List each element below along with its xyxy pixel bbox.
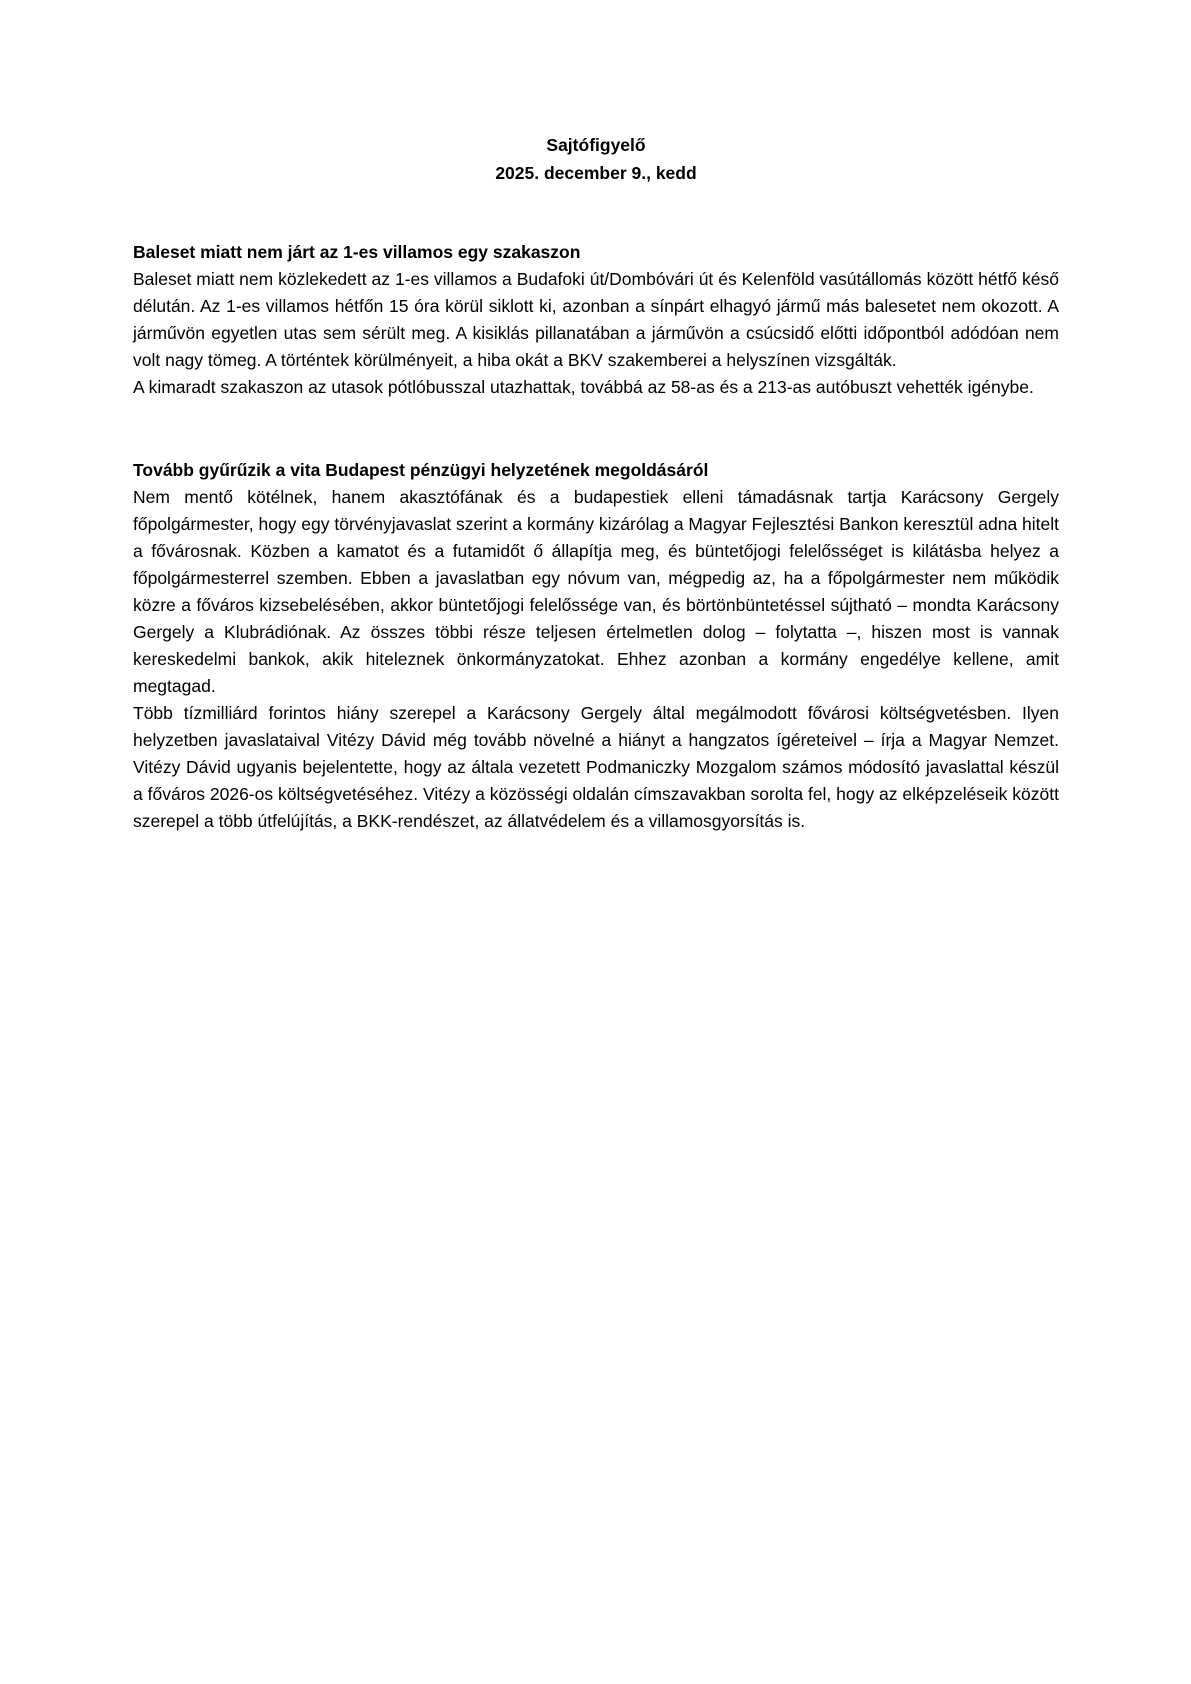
article-tram-accident (133, 239, 1059, 401)
article-heading: Tovább gyűrűzik a vita Budapest pénzügyi helyzetének megoldásáról (133, 460, 709, 480)
article-heading: Baleset miatt nem járt az 1-es villamos egy szakaszon (133, 242, 581, 262)
article-paragraph: Több tízmilliárd forintos hiány szerepel a Karácsony Gergely által megálmodott fővárosi költségvetésben. Ilyen helyzetben javaslataival Vitézy Dávid még tovább növelné a hiányt a hangzatos ígéreteivel – írja a Magyar Nemzet. Vitézy Dávid ugyanis bejelentette, hogy az általa vezetett Podmaniczky Mozgalom számos módosító javaslattal készül a főváros 2026-os költségvetéséhez. Vitézy a közösségi oldalán címszavakban sorolta fel, hogy az elképzeléseik között szerepel a több útfelújítás, a BKK-rendészet, az állatvédelem és a villamosgyorsítás is. (133, 703, 1059, 831)
article-paragraph: Baleset miatt nem közlekedett az 1-es villamos a Budafoki út/Dombóvári út és Kelenföld vasútállomás között hétfő késő délután. Az 1-es villamos hétfőn 15 óra körül siklott ki, azonban a sínpárt elhagyó jármű más balesetet nem okozott. A járművön egyetlen utas sem sérült meg. A kisiklás pillanatában a járművön a csúcsidő előtti időpontból adódóan nem volt nagy tömeg. A történtek körülményeit, a hiba okát a BKV szakemberei a helyszínen vizsgálták. (133, 269, 1059, 370)
document-title: Sajtófigyelő (546, 135, 646, 155)
article-paragraph: A kimaradt szakaszon az utasok pótlóbusszal utazhattak, továbbá az 58-as és a 213-as autóbuszt vehették igénybe. (133, 377, 1034, 397)
document-content (133, 131, 1059, 835)
article-budapest-finances (133, 457, 1059, 835)
article-paragraph: Nem mentő kötélnek, hanem akasztófának és a budapestiek elleni támadásnak tartja Karácsony Gergely főpolgármester, hogy egy törvényjavaslat szerint a kormány kizárólag a Magyar Fejlesztési Bankon keresztül adna hitelt a fővárosnak. Közben a kamatot és a futamidőt ő állapítja meg, és büntetőjogi felelősséget is kilátásba helyez a főpolgármesterrel szemben. Ebben a javaslatban egy nóvum van, mégpedig az, ha a főpolgármester nem működik közre a főváros kizsebelésében, akkor büntetőjogi felelőssége van, és börtönbüntetéssel sújtható – mondta Karácsony Gergely a Klubrádiónak. Az összes többi része teljesen értelmetlen dolog – folytatta –, hiszen most is vannak kereskedelmi bankok, akik hiteleznek önkormányzatokat. Ehhez azonban a kormány engedélye kellene, amit megtagad. (133, 487, 1060, 696)
document-date: 2025. december 9., kedd (495, 163, 697, 183)
